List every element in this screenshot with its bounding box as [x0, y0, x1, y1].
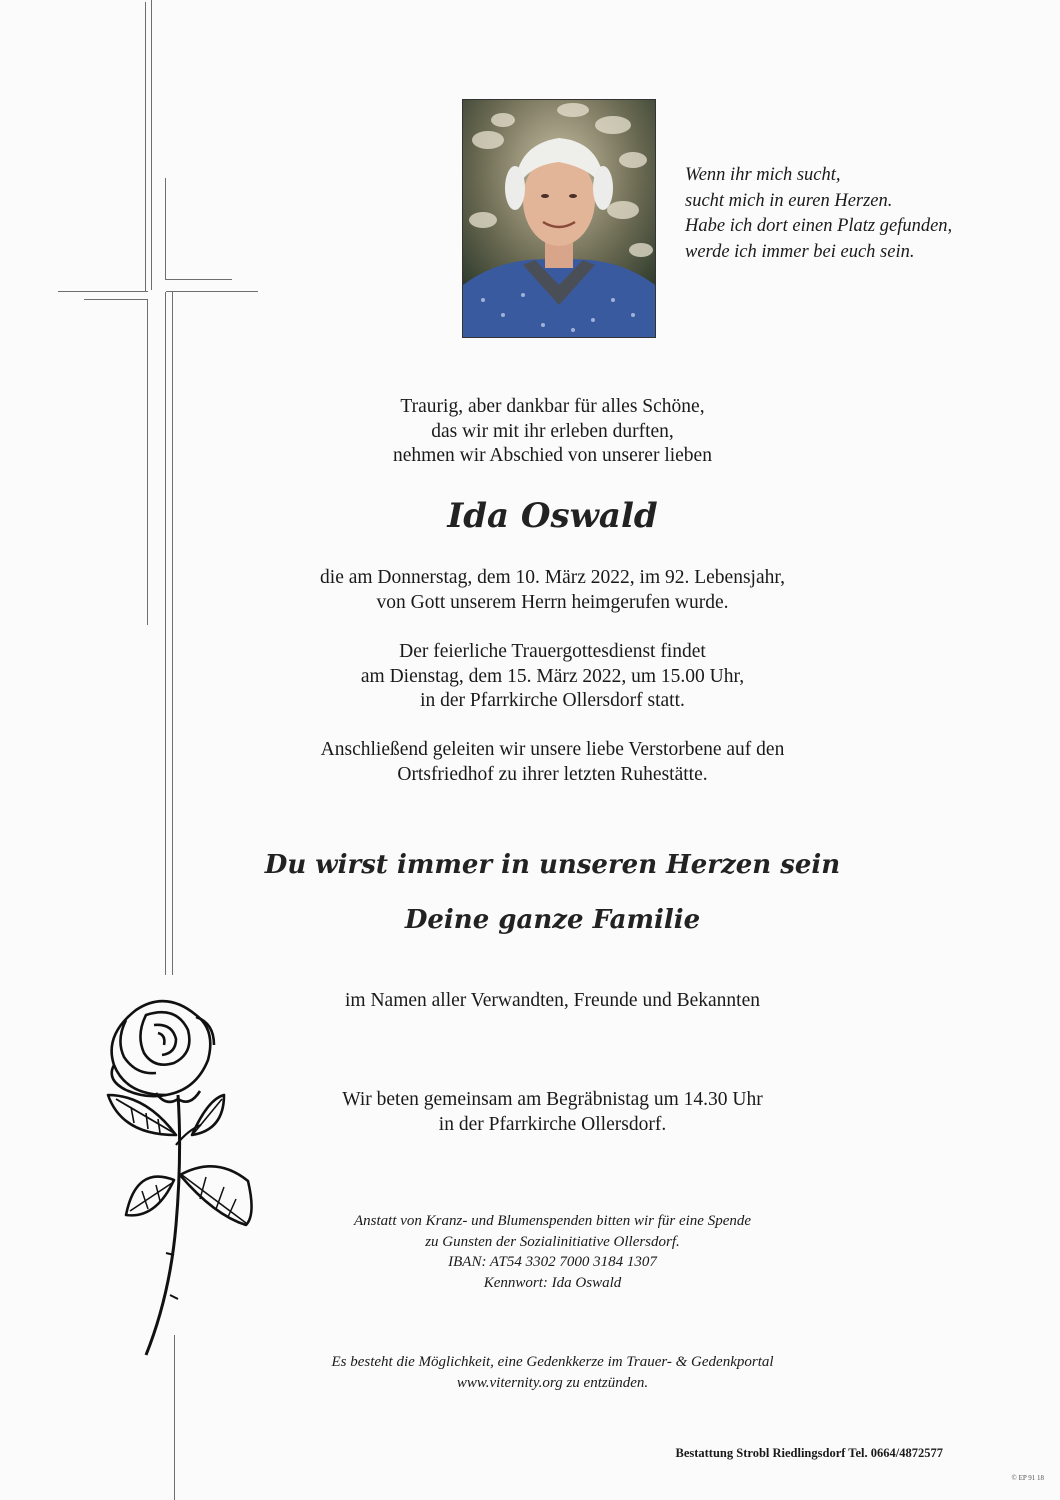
portal-line: Es besteht die Möglichkeit, eine Gedenkkerze im Trauer- & Gedenkportal — [331, 1354, 774, 1370]
donation-info — [250, 1211, 855, 1293]
death-notice-line: von Gott unserem Herrn heimgerufen wurde. — [376, 591, 729, 613]
funeral-home-contact: Bestattung Strobl Riedlingsdorf Tel. 0664/4872577 — [675, 1446, 943, 1460]
family-signature: Deine ganze Familie — [404, 905, 701, 935]
donation-line: zu Gunsten der Sozialinitiative Ollersdorf. — [425, 1233, 680, 1250]
portrait-photo — [462, 99, 656, 338]
burial-line: Anschließend geleiten wir unsere liebe Verstorbene auf den — [320, 739, 785, 760]
prayer-line: Wir beten gemeinsam am Begräbnistag um 14.30 Uhr — [342, 1089, 763, 1110]
donation-iban: IBAN: AT54 3302 7000 3184 1307 — [448, 1254, 657, 1270]
poem-line: sucht mich in euren Herzen. — [685, 190, 893, 211]
deceased-name: Ida Oswald — [447, 496, 658, 536]
portal-line: www.viternity.org zu entzünden. — [456, 1374, 649, 1391]
on-behalf-text — [250, 989, 855, 1014]
burial-line: Ortsfriedhof zu ihrer letzten Ruhestätte. — [397, 763, 708, 785]
poem — [685, 163, 952, 265]
donation-keyword: Kennwort: Ida Oswald — [483, 1274, 622, 1291]
intro-text — [250, 395, 855, 469]
intro-line: nehmen wir Abschied von unserer lieben — [393, 445, 712, 466]
death-notice-line: die am Donnerstag, dem 10. März 2022, im 92. Lebensjahr, — [320, 567, 785, 588]
poem-line: Habe ich dort einen Platz gefunden, — [685, 216, 953, 236]
template-code: © EP 91 18 — [1011, 1474, 1044, 1482]
service-line: Der feierliche Trauergottesdienst findet — [399, 641, 706, 662]
on-behalf-line: im Namen aller Verwandten, Freunde und Bekannten — [345, 990, 760, 1011]
rose-icon — [96, 995, 266, 1360]
death-notice — [250, 566, 855, 615]
burial-info — [250, 738, 855, 787]
poem-line: Wenn ihr mich sucht, — [685, 165, 841, 185]
service-line: in der Pfarrkirche Ollersdorf statt. — [420, 690, 685, 711]
motto: Du wirst immer in unseren Herzen sein — [264, 850, 841, 880]
prayer-info — [250, 1088, 855, 1137]
service-line: am Dienstag, dem 15. März 2022, um 15.00 Uhr, — [360, 665, 745, 687]
intro-line: Traurig, aber dankbar für alles Schöne, — [400, 396, 705, 417]
donation-line: Anstatt von Kranz- und Blumenspenden bitten wir für eine Spende — [353, 1213, 752, 1229]
intro-line: das wir mit ihr erleben durften, — [431, 420, 674, 442]
prayer-line: in der Pfarrkirche Ollersdorf. — [438, 1113, 667, 1135]
portal-info — [250, 1352, 855, 1393]
service-info — [250, 640, 855, 714]
poem-line: werde ich immer bei euch sein. — [685, 241, 915, 262]
